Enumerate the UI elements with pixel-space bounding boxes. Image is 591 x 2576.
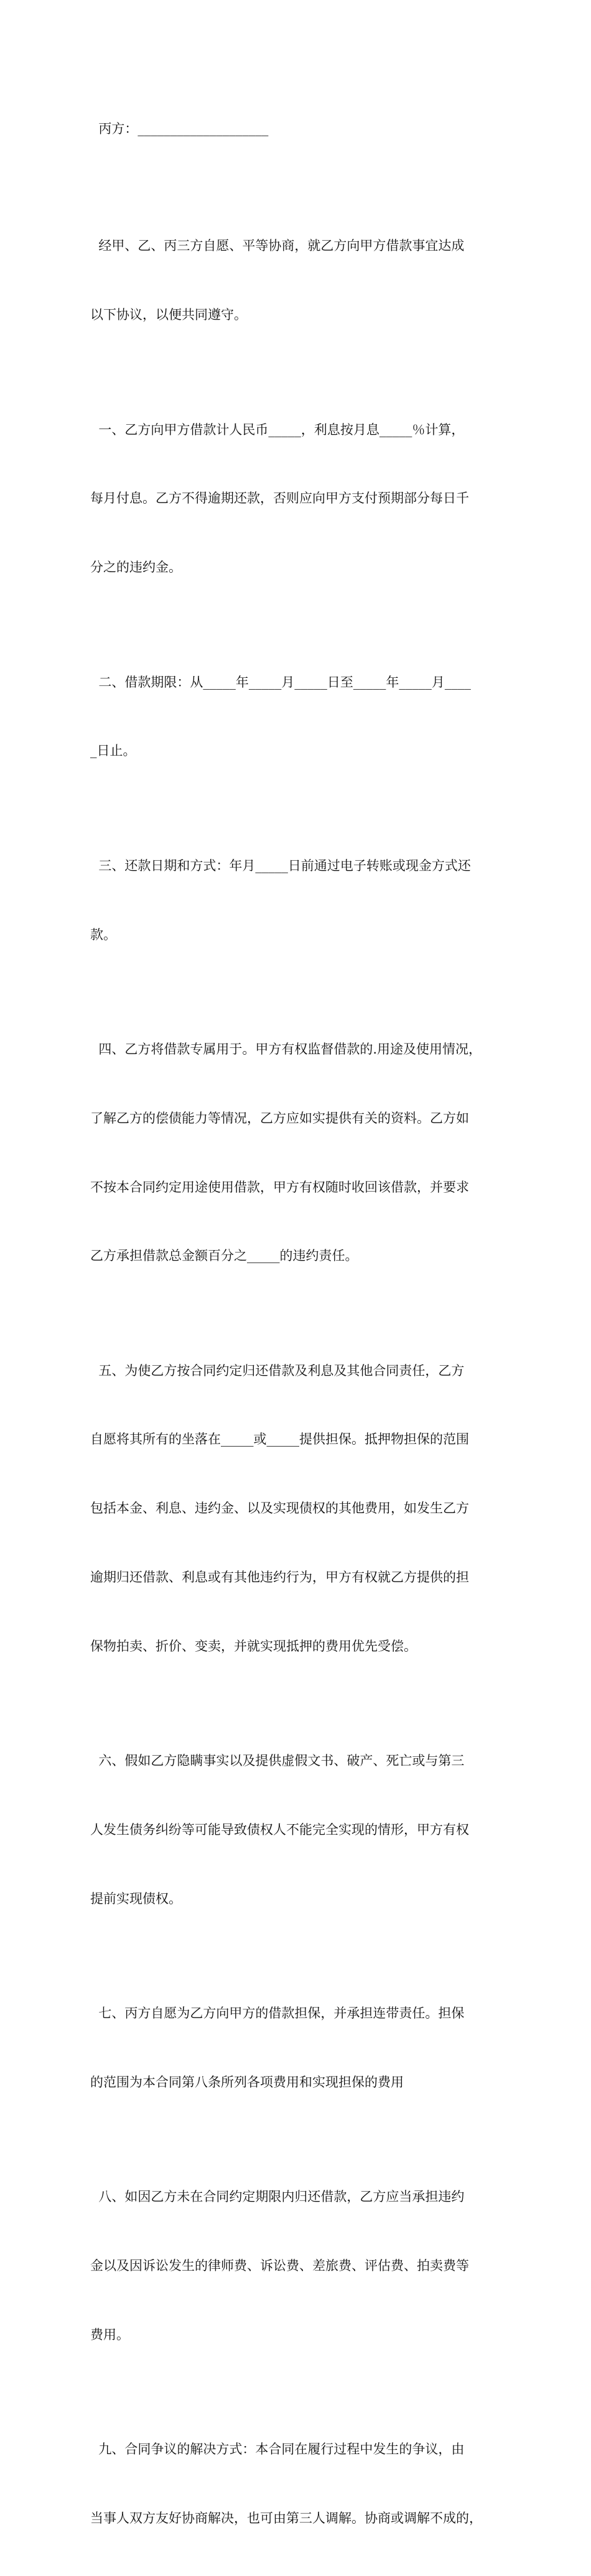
text-line: 丙方：____________________ xyxy=(90,121,269,136)
text-line: 逾期归还借款、利息或有其他违约行为，甲方有权就乙方提供的担 xyxy=(90,1569,469,1585)
document-body xyxy=(90,72,526,2576)
clause-9 xyxy=(90,2393,526,2576)
clause-7 xyxy=(90,1956,526,2139)
text-line: 五、为使乙方按合同约定归还借款及利息及其他合同责任，乙方 xyxy=(90,1363,465,1378)
text-line: 人发生债务纠纷等可能导致债权人不能完全实现的情形，甲方有权 xyxy=(90,1822,469,1837)
text-line: 了解乙方的偿债能力等情况，乙方应如实提供有关的资料。乙方如 xyxy=(90,1110,469,1126)
text-line: 分之的违约金。 xyxy=(90,560,182,575)
text-line: 费用。 xyxy=(90,2327,129,2342)
text-line: 以下协议，以便共同遵守。 xyxy=(90,307,247,323)
text-line: 金以及因诉讼发生的律师费、诉讼费、差旅费、评估费、拍卖费等 xyxy=(90,2258,469,2274)
text-line: 每月付息。乙方不得逾期还款，否则应向甲方支付预期部分每日千 xyxy=(90,491,469,506)
text-line: 款。 xyxy=(90,927,116,942)
text-line: 二、借款期限：从_____年_____月_____日至_____年_____月____ xyxy=(90,674,471,690)
clause-1 xyxy=(90,373,526,625)
text-line: 六、假如乙方隐瞒事实以及提供虚假文书、破产、死亡或与第三 xyxy=(90,1753,465,1769)
clause-6 xyxy=(90,1703,526,1956)
party-c-line xyxy=(90,72,526,187)
preamble-paragraph xyxy=(90,189,526,373)
text-line: 四、乙方将借款专属用于。甲方有权监督借款的.用途及使用情况， xyxy=(90,1042,482,1057)
text-line: 不按本合同约定用途使用借款，甲方有权随时收回该借款，并要求 xyxy=(90,1179,469,1195)
text-line: 提前实现债权。 xyxy=(90,1891,182,1906)
text-line: 的范围为本合同第八条所列各项费用和实现担保的费用 xyxy=(90,2074,404,2090)
clause-2 xyxy=(90,625,526,808)
text-line: 乙方承担借款总金额百分之_____的违约责任。 xyxy=(90,1248,358,1264)
text-line: 包括本金、利息、违约金、以及实现债权的其他费用，如发生乙方 xyxy=(90,1501,469,1516)
text-line: 保物拍卖、折价、变卖，并就实现抵押的费用优先受偿。 xyxy=(90,1638,417,1654)
text-line: 经甲、乙、丙三方自愿、平等协商，就乙方向甲方借款事宜达成 xyxy=(90,238,465,254)
text-line: 自愿将其所有的坐落在_____或_____提供担保。抵押物担保的范围 xyxy=(90,1432,469,1447)
text-line: 八、如因乙方未在合同约定期限内归还借款，乙方应当承担违约 xyxy=(90,2189,465,2205)
clause-5 xyxy=(90,1313,526,1703)
text-line: 当事人双方友好协商解决，也可由第三人调解。协商或调解不成的， xyxy=(90,2511,482,2526)
text-line: _日止。 xyxy=(90,743,136,759)
text-line: 七、丙方自愿为乙方向甲方的借款担保，并承担连带责任。担保 xyxy=(90,2006,465,2021)
text-line: 三、还款日期和方式：年月_____日前通过电子转账或现金方式还 xyxy=(90,858,471,873)
clause-8 xyxy=(90,2140,526,2393)
clause-3 xyxy=(90,808,526,992)
text-line: 九、合同争议的解决方式：本合同在履行过程中发生的争议，由 xyxy=(90,2442,465,2457)
clause-4 xyxy=(90,992,526,1313)
text-line: 一、乙方向甲方借款计人民币_____，利息按月息_____％计算， xyxy=(90,422,465,437)
